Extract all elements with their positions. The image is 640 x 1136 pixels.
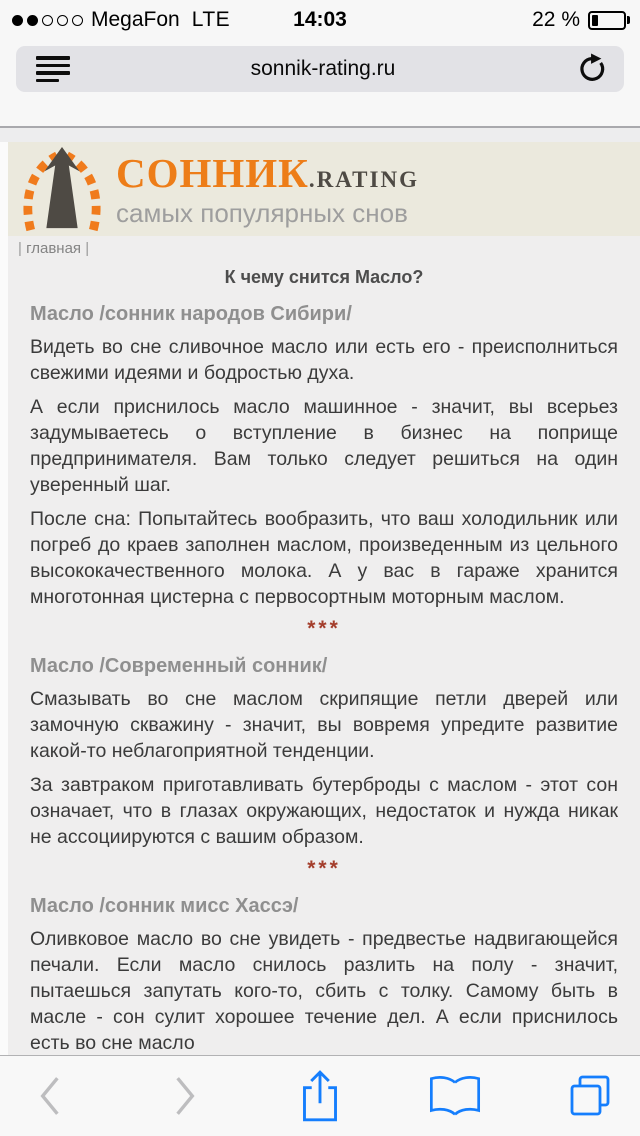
battery-percent-label: 22 % [532, 8, 580, 31]
article-content [8, 236, 640, 1136]
carrier-label: MegaFon [91, 8, 180, 31]
reload-icon[interactable] [576, 53, 608, 85]
paragraph: После сна: Попытайтесь вообразить, что ваш холодильник или погреб до краев заполнен маслом, произведенным из цельного высококачественного молока. А у вас в гараже хранится многотонная цистерна с первосортным моторным маслом. [30, 508, 618, 608]
back-button[interactable] [22, 1066, 78, 1126]
share-button[interactable] [292, 1066, 348, 1126]
breadcrumb-pipe: | [85, 240, 90, 257]
site-logo[interactable] [18, 145, 419, 233]
tabs-button[interactable] [562, 1066, 618, 1126]
address-row [0, 40, 640, 92]
breadcrumb [18, 236, 618, 258]
battery-icon [588, 11, 630, 30]
url-text[interactable]: sonnik-rating.ru [250, 57, 396, 80]
section-separator: *** [307, 617, 341, 640]
section-heading: Масло /сонник народов Сибири/ [30, 303, 352, 325]
bookmarks-button[interactable] [427, 1066, 483, 1126]
logo-title: СОННИК [116, 150, 309, 196]
network-type-label: LTE [191, 8, 231, 31]
status-bar [0, 0, 640, 40]
logo-arrow-icon [18, 145, 106, 233]
page-title: К чему снится Масло? [224, 267, 424, 287]
section-heading: Масло /сонник мисс Хассэ/ [30, 895, 299, 917]
reader-icon[interactable] [36, 56, 70, 82]
section-heading: Масло /Современный сонник/ [30, 655, 328, 677]
browser-chrome [0, 0, 640, 128]
paragraph: Смазывать во сне маслом скрипящие петли дверей или замочную скважину - значит, вы вовремя упредите развитие какой-то неблагоприятной тенденции. [30, 688, 618, 762]
forward-button[interactable] [157, 1066, 213, 1126]
web-page [0, 128, 640, 1136]
paragraph: Оливковое масло во сне увидеть - предвестье надвигающейся печали. Если масло снилось разлить на полу - значит, пытаешься запутать кого-то, сбить с толку. Самому быть в масле - сон сулит хорошее течение дел. А если приснилось есть во сне масло [30, 928, 618, 1054]
paragraph: Видеть во сне сливочное масло или есть его - преисполниться свежими идеями и бодростью духа. [30, 336, 618, 384]
page-top-strip [0, 128, 640, 142]
logo-tagline: самых популярных снов [116, 198, 408, 228]
site-header [8, 142, 640, 236]
section-separator: *** [307, 857, 341, 880]
paragraph: А если приснилось масло машинное - значит, вы всерьез задумываетесь о вступление в бизнес на поприще предпринимателя. Вам только следует решиться на один уверенный шаг. [30, 396, 618, 496]
address-bar[interactable] [16, 46, 624, 92]
clock-label: 14:03 [293, 8, 347, 31]
bottom-toolbar [0, 1055, 640, 1136]
breadcrumb-pipe: | [18, 240, 22, 257]
paragraph: За завтраком приготавливать бутерброды с маслом - этот сон означает, что в глазах окружающих, недостаток и нужда никак не ассоциируются с вашим образом. [30, 774, 618, 848]
breadcrumb-home-link[interactable]: главная [26, 240, 82, 257]
logo-suffix: .RATING [308, 167, 419, 192]
